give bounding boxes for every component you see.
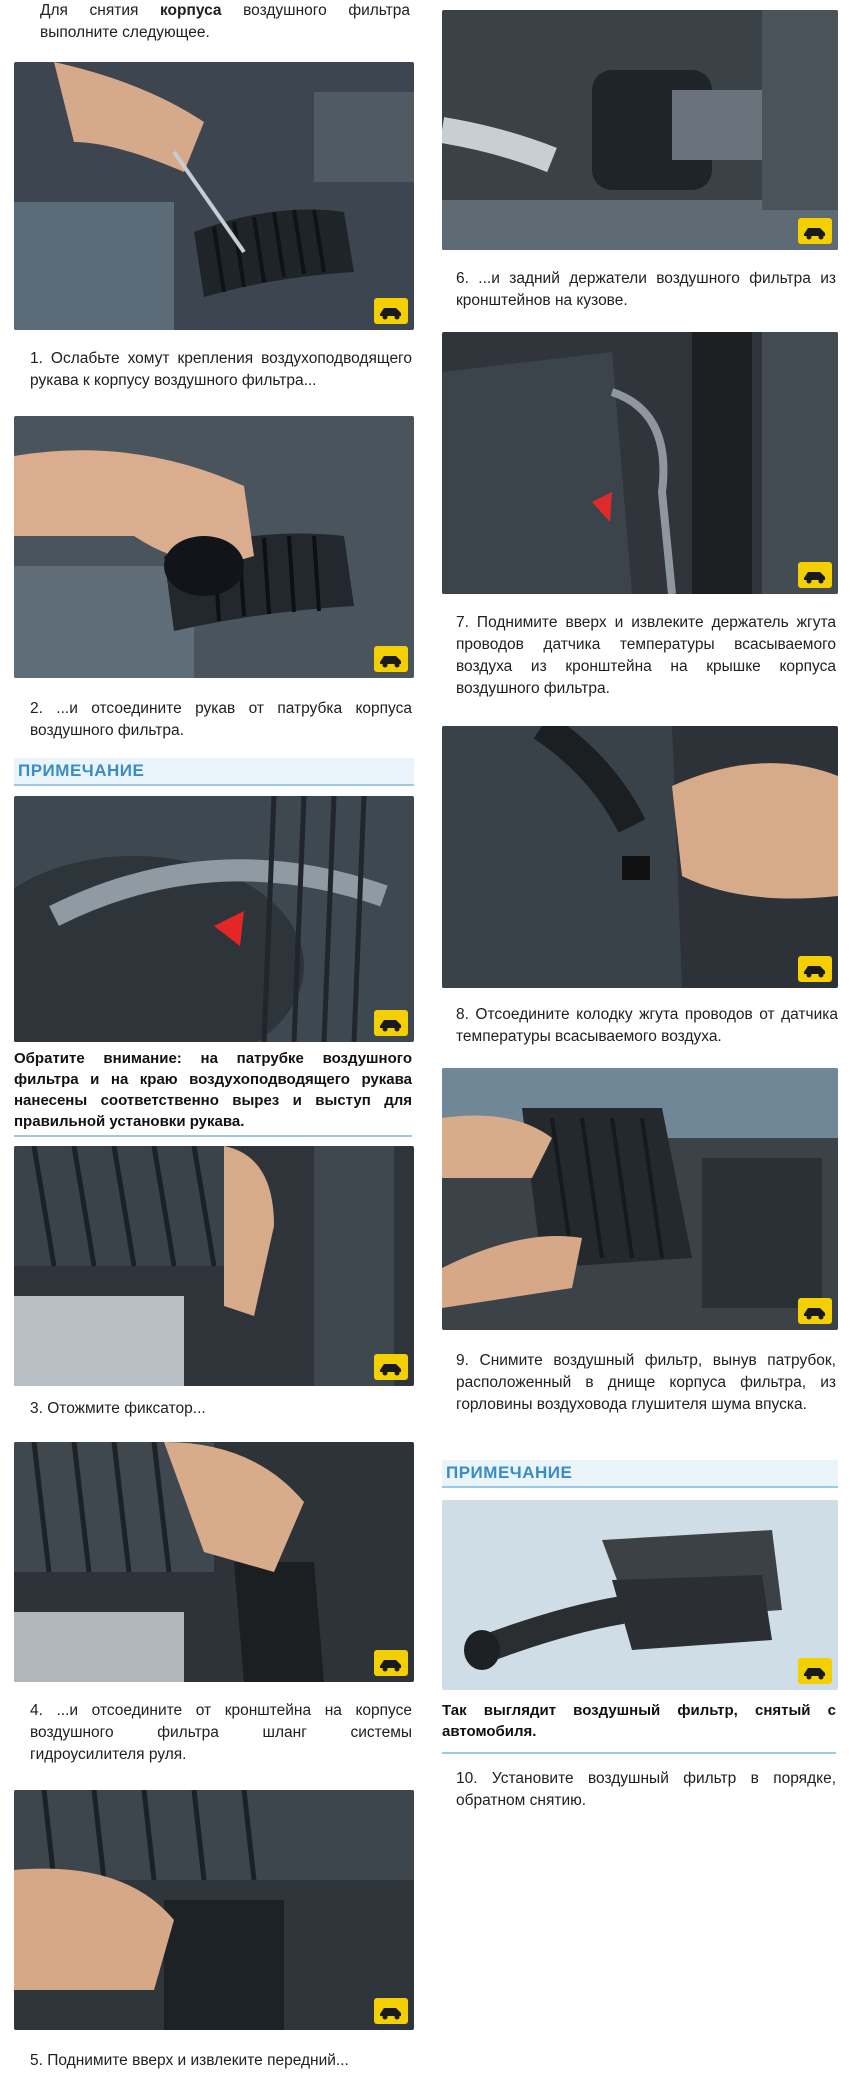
note-heading-2: ПРИМЕЧАНИЕ [442,1460,838,1488]
car-logo-icon [374,1650,408,1676]
photo-note-2 [442,1500,838,1690]
note-1-text: Обратите внимание: на патрубке воздушного фильтра и на краю воздухоподводящего рукава нанесены соответственно вырез и выступ для правильной установки рукава. [14,1050,412,1130]
step-8-text: 8. Отсоедините колодку жгута проводов от датчика температуры всасываемого воздуха. [456,1006,838,1045]
car-logo-icon [798,218,832,244]
note-divider [442,1752,836,1754]
intro-text: Для снятия корпуса воздушного фильтра выполните следующее. [40,2,410,41]
step-10-text: 10. Установите воздушный фильтр в порядке, обратном снятию. [456,1770,836,1809]
step-6-text: 6. ...и задний держатели воздушного фильтра из кронштейнов на кузове. [456,270,836,309]
photo-step-8 [442,726,838,988]
photo-step-5 [14,1790,414,2030]
step-3-text: 3. Отожмите фиксатор... [30,1400,206,1417]
car-logo-icon [374,646,408,672]
photo-step-4 [14,1442,414,1682]
photo-step-1 [14,62,414,330]
note-heading-1: ПРИМЕЧАНИЕ [14,758,414,786]
note-divider [14,1135,412,1137]
photo-step-3 [14,1146,414,1386]
car-logo-icon [798,956,832,982]
car-logo-icon [374,1010,408,1036]
step-7-text: 7. Поднимите вверх и извлеките держатель жгута проводов датчика температуры всасываемого воздуха из кронштейна на крышке корпуса воздушного фильтра. [456,614,836,697]
photo-step-6 [442,10,838,250]
photo-step-2 [14,416,414,678]
car-logo-icon [374,298,408,324]
note-2-text: Так выглядит воздушный фильтр, снятый с автомобиля. [442,1702,836,1740]
step-2-text: 2. ...и отсоедините рукав от патрубка корпуса воздушного фильтра. [30,700,412,739]
car-logo-icon [798,1658,832,1684]
step-9-text: 9. Снимите воздушный фильтр, вынув патрубок, расположенный в днище корпуса фильтра, из горловины воздуховода глушителя шума впуска. [456,1352,836,1413]
photo-step-7 [442,332,838,594]
car-logo-icon [798,1298,832,1324]
photo-note-1 [14,796,414,1042]
car-logo-icon [798,562,832,588]
car-logo-icon [374,1998,408,2024]
step-5-text: 5. Поднимите вверх и извлеките передний... [30,2052,349,2069]
car-logo-icon [374,1354,408,1380]
photo-step-9 [442,1068,838,1330]
step-1-text: 1. Ослабьте хомут крепления воздухоподводящего рукава к корпусу воздушного фильтра... [30,350,412,389]
step-4-text: 4. ...и отсоедините от кронштейна на корпусе воздушного фильтра шланг системы гидроусилителя руля. [30,1702,412,1763]
